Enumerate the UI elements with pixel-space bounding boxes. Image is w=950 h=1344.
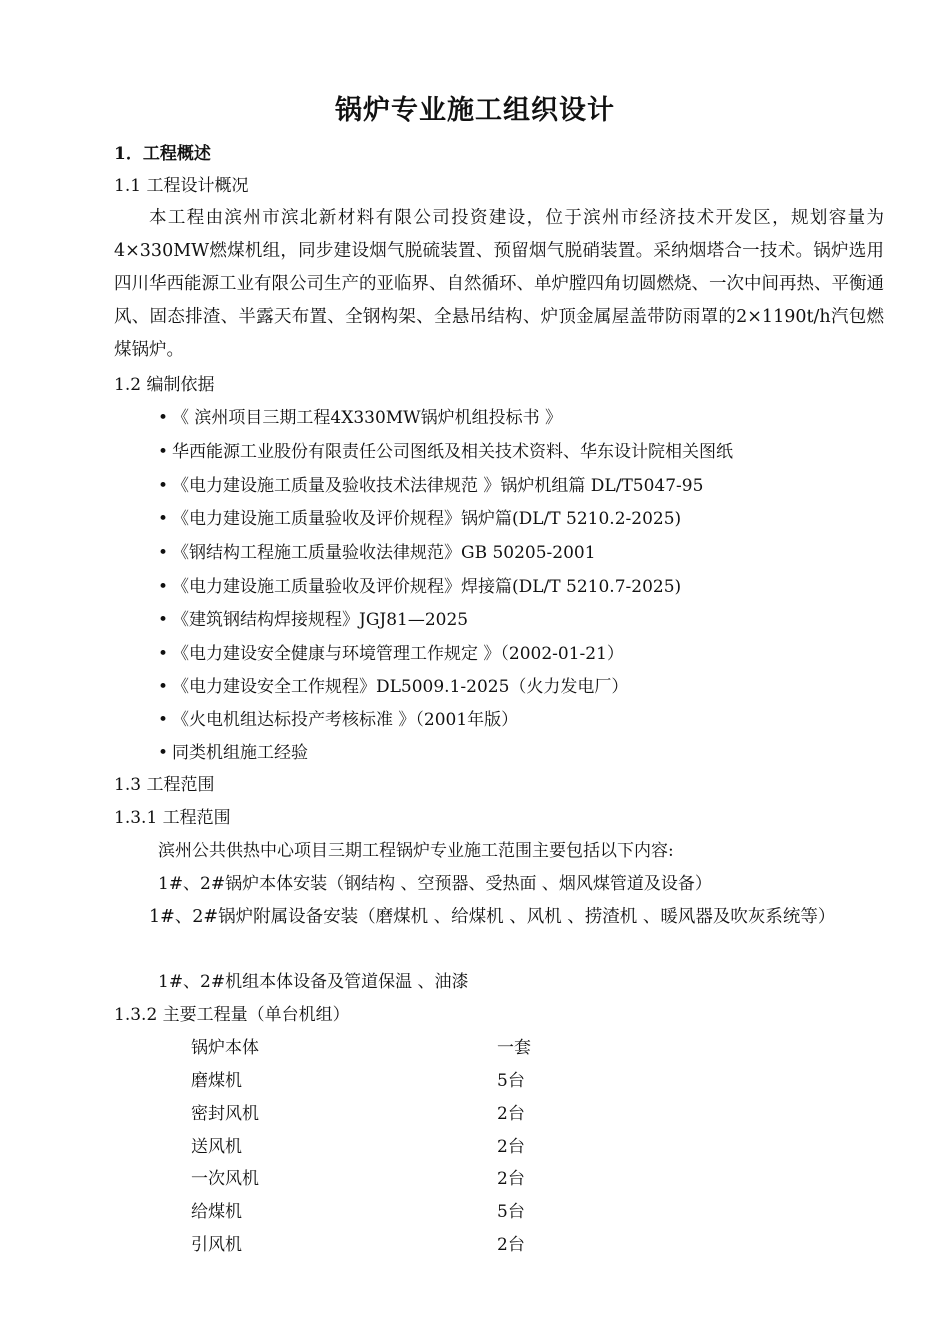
basis-item <box>158 436 733 469</box>
section-heading-1-1: 1.1 工程设计概况 <box>114 176 249 196</box>
bullet-icon: • <box>158 743 169 763</box>
section-heading-1-3-1: 1.3.1 工程范围 <box>114 808 231 828</box>
quantity-item-name: 送风机 <box>191 1137 242 1157</box>
basis-item-text: 华西能源工业股份有限责任公司图纸及相关技术资料、华东设计院相关图纸 <box>172 442 733 462</box>
bullet-icon: • <box>158 644 169 664</box>
bullet-icon: • <box>158 610 169 630</box>
basis-item <box>158 537 596 570</box>
bullet-icon: • <box>158 577 169 597</box>
section-heading-1-3: 1.3 工程范围 <box>114 775 215 795</box>
quantity-item-name: 给煤机 <box>191 1202 242 1222</box>
section-heading-1-3-2: 1.3.2 主要工程量（单台机组） <box>114 1005 350 1025</box>
basis-item-text: 《 滨州项目三期工程4X330MW锅炉机组投标书 》 <box>172 408 563 428</box>
basis-item <box>158 704 518 737</box>
bullet-icon: • <box>158 543 169 563</box>
basis-item <box>158 638 624 671</box>
quantity-item-value: 5台 <box>497 1202 525 1222</box>
bullet-icon: • <box>158 710 169 730</box>
quantity-item-value: 2台 <box>497 1104 525 1124</box>
document-title: 锅炉专业施工组织设计 <box>335 95 615 126</box>
basis-item <box>158 671 628 704</box>
design-overview-paragraph: 本工程由滨州市滨北新材料有限公司投资建设，位于滨州市经济技术开发区，规划容量为4×330MW燃煤机组，同步建设烟气脱硫装置、预留烟气脱硝装置。采纳烟塔合一技术。锅炉选用四川华西能源工业有限公司生产的亚临界、自然循环、单炉膛四角切圆燃烧、一次中间再热、平衡通风、固态排渣、半露天布置、全钢构架、全悬吊结构、炉顶金属屋盖带防雨罩的2×1190t/h汽包燃煤锅炉。 <box>114 208 884 360</box>
quantity-item-name: 密封风机 <box>191 1104 259 1124</box>
basis-item <box>158 604 468 637</box>
quantity-item-name: 一次风机 <box>191 1169 259 1189</box>
quantity-item-value: 2台 <box>497 1235 525 1255</box>
scope-item: 1#、2#锅炉附属设备安装（磨煤机 、给煤机 、风机 、捞渣机 、暖风器及吹灰系统等） <box>149 907 836 927</box>
basis-item-text: 《电力建设施工质量验收及评价规程》锅炉篇(DL/T 5210.2-2025) <box>172 509 682 529</box>
basis-item <box>158 571 681 604</box>
bullet-icon: • <box>158 476 169 496</box>
quantity-item-name: 锅炉本体 <box>191 1038 259 1058</box>
scope-item: 1#、2#锅炉本体安装（钢结构 、空预器、受热面 、烟风煤管道及设备） <box>158 874 712 894</box>
basis-item-text: 《火电机组达标投产考核标准 》（2001年版） <box>172 710 519 730</box>
basis-item <box>158 470 703 503</box>
scope-intro: 滨州公共供热中心项目三期工程锅炉专业施工范围主要包括以下内容: <box>158 841 674 861</box>
quantity-item-value: 2台 <box>497 1169 525 1189</box>
basis-item <box>158 402 562 435</box>
basis-item-text: 《电力建设安全健康与环境管理工作规定 》（2002-01-21） <box>172 644 624 664</box>
quantity-item-name: 引风机 <box>191 1235 242 1255</box>
quantity-item-value: 5台 <box>497 1071 525 1091</box>
basis-item <box>158 503 681 536</box>
bullet-icon: • <box>158 677 169 697</box>
quantity-item-name: 磨煤机 <box>191 1071 242 1091</box>
section-heading-1: 1．工程概述 <box>114 144 211 164</box>
basis-item-text: 《钢结构工程施工质量验收法律规范》GB 50205-2001 <box>172 543 596 563</box>
basis-item-text: 同类机组施工经验 <box>172 743 308 763</box>
quantity-item-value: 一套 <box>497 1038 531 1058</box>
bullet-icon: • <box>158 442 169 462</box>
bullet-icon: • <box>158 408 169 428</box>
basis-item <box>158 737 308 770</box>
quantity-item-value: 2台 <box>497 1137 525 1157</box>
bullet-icon: • <box>158 509 169 529</box>
scope-item: 1#、2#机组本体设备及管道保温 、油漆 <box>158 972 469 992</box>
basis-item-text: 《电力建设安全工作规程》DL5009.1-2025（火力发电厂） <box>172 677 629 697</box>
basis-item-text: 《建筑钢结构焊接规程》JGJ81—2025 <box>172 610 469 630</box>
basis-item-text: 《电力建设施工质量及验收技术法律规范 》锅炉机组篇 DL/T5047-95 <box>172 476 704 496</box>
section-heading-1-2: 1.2 编制依据 <box>114 375 215 395</box>
basis-item-text: 《电力建设施工质量验收及评价规程》焊接篇(DL/T 5210.7-2025) <box>172 577 682 597</box>
